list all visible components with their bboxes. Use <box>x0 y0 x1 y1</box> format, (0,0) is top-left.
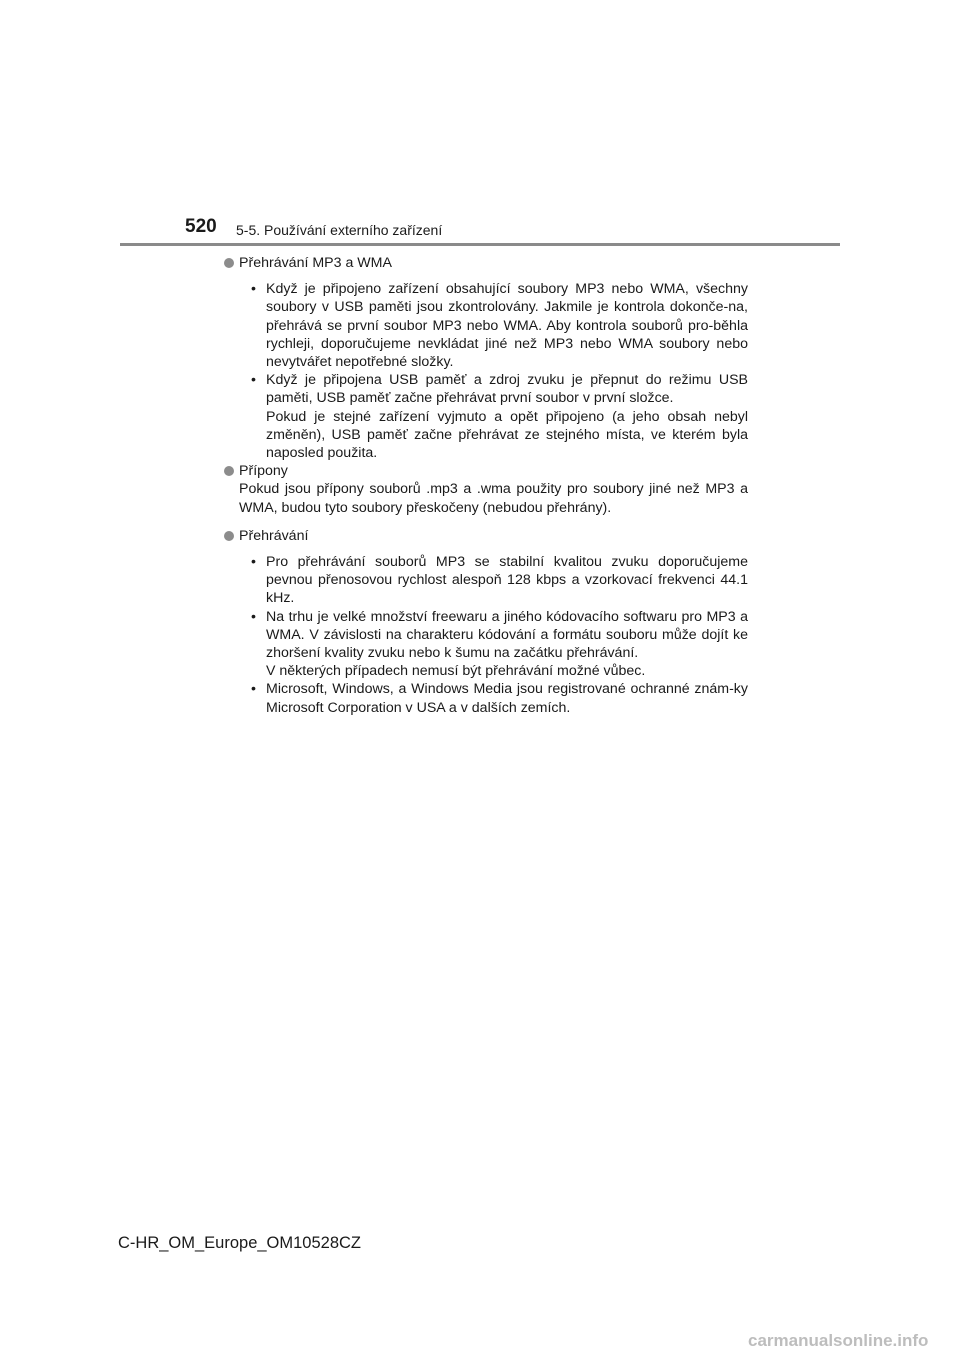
page-content <box>224 254 748 717</box>
list-item <box>266 608 748 681</box>
topic-title: Přehrávání MP3 a WMA <box>239 255 392 271</box>
paragraph: Pokud je stejné zařízení vyjmuto a opět připojeno (a jeho obsah nebyl změněn), USB paměť začne přehrávat ze stejného místa, ve kterém byla naposled použita. <box>266 408 748 462</box>
watermark: carmanualsonline.info <box>748 1331 929 1350</box>
topic-title: Přípony <box>239 463 288 480</box>
topic-body: Pokud jsou přípony souborů .mp3 a .wma použity pro soubory jiné než MP3 a WMA, budou tyto soubory přeskočeny (nebudou přehrány). <box>239 481 748 516</box>
list-item <box>266 553 748 608</box>
paragraph: V některých případech nemusí být přehrávání možné vůbec. <box>266 663 646 680</box>
section-title: 5-5. Používání externího zařízení <box>236 222 443 238</box>
topic-bullet-icon <box>224 466 234 476</box>
topic-extensions <box>224 462 748 517</box>
page-number: 520 <box>185 216 217 237</box>
bullet-list <box>239 280 748 462</box>
list-item <box>266 280 748 371</box>
paragraph: • Na trhu je velké množství freewaru a jiného kódovacího softwaru pro MP3 a WMA. V závislosti na charakteru kódování a formátu souboru může dojít ke zhoršení kvality zvuku nebo k šumu na začátku přehrávání. <box>266 608 748 662</box>
paragraph: • Když je připojeno zařízení obsahující soubory MP3 nebo WMA, všechny soubory v USB paměti jsou zkontrolovány. Jakmile je kontrola dokonče-na, přehrává se první soubor MP3 nebo WMA. Aby kontrola souborů pro-běhla rychleji, doporučujeme nevkládat jiné než MP3 nebo WMA soubory nebo nevytvářet nepotřebné složky. <box>266 281 748 371</box>
paragraph: • Když je připojena USB paměť a zdroj zvuku je přepnut do režimu USB paměti, USB paměť začne přehrávat první soubor v první složce. <box>266 372 748 407</box>
bullet-list <box>239 553 748 717</box>
paragraph: • Pro přehrávání souborů MP3 se stabilní kvalitou zvuku doporučujeme pevnou přenosovou rychlost alespoň 128 kbps a vzorkovací frekvenci 44.1 kHz. <box>266 554 748 607</box>
header-rule <box>120 243 840 246</box>
paragraph: • Microsoft, Windows, a Windows Media jsou registrované ochranné znám-ky Microsoft Corporation v USA a v dalších zemích. <box>266 681 748 716</box>
list-item <box>266 680 748 716</box>
topic-title: Přehrávání <box>239 527 309 544</box>
topic-mp3-wma-playback <box>224 254 748 462</box>
topic-bullet-icon <box>224 258 234 268</box>
document-code: C-HR_OM_Europe_OM10528CZ <box>118 1234 362 1252</box>
topic-bullet-icon <box>224 531 234 541</box>
topic-playback <box>224 527 748 717</box>
list-item <box>266 371 748 462</box>
